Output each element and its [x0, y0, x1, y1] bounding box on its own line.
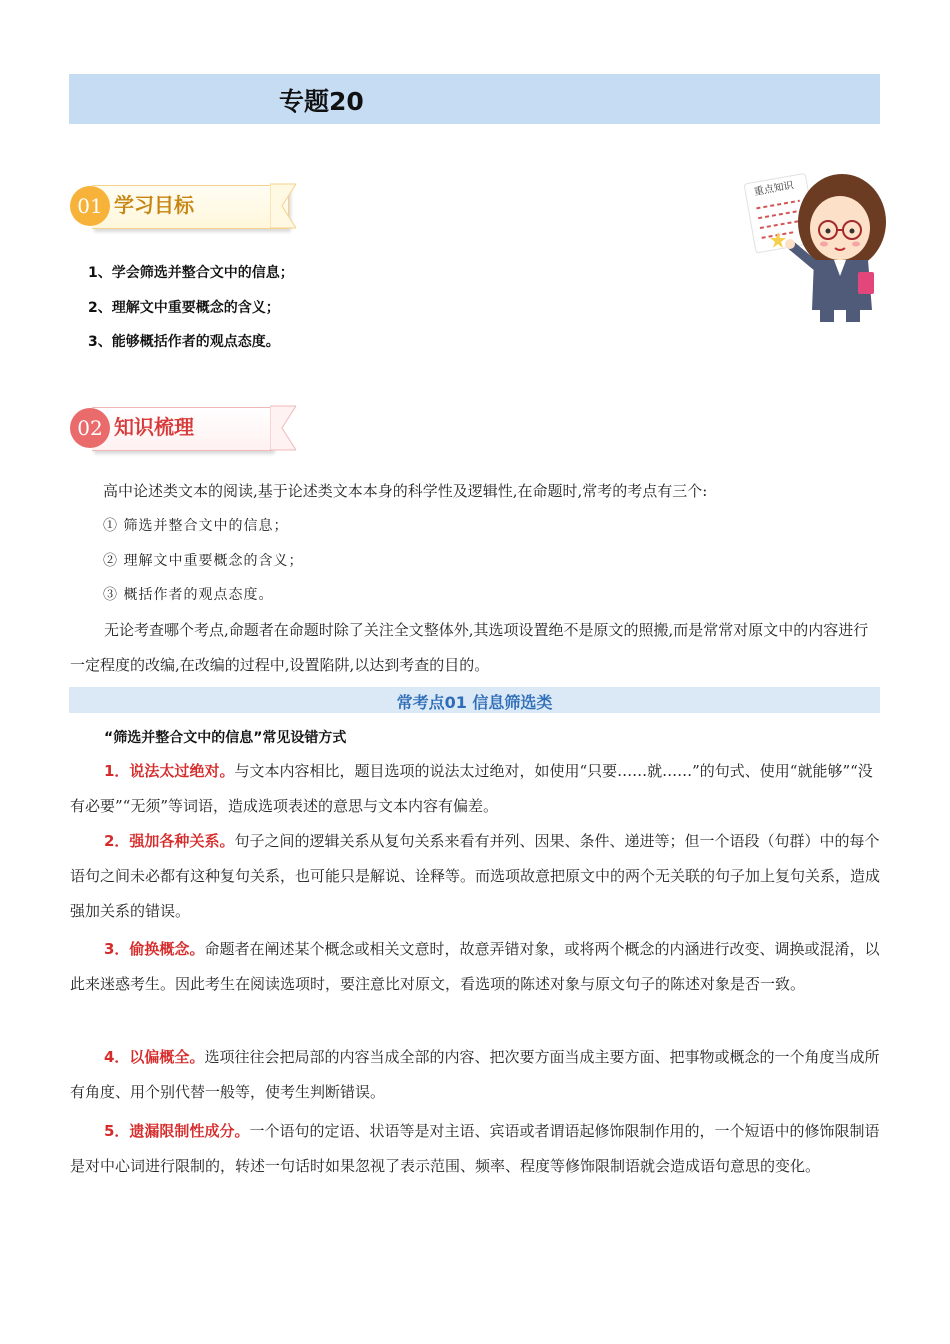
section-number: 02: [70, 408, 110, 448]
item-text: 一个语句的定语、状语等是对主语、宾语或者谓语起修饰限制作用的，一个短语中的修饰限制语是对中心词进行限制的，转述一句话时如果忽视了表示范围、频率、程度等修饰限制语就会造成语句意思的变化。: [70, 1122, 880, 1175]
item-lead: 4．以偏概全。: [104, 1048, 205, 1066]
list-item: [70, 824, 880, 929]
illustration-caption: 重点知识: [753, 180, 795, 199]
intro-text: 高中论述类文本的阅读,基于论述类文本本身的科学性及逻辑性,在命题时,常考的考点有三个:: [103, 482, 708, 500]
page-title: 专题20: [279, 87, 364, 116]
item-text: 命题者在阐述某个概念或相关文意时，故意弄错对象，或将两个概念的内涵进行改变、调换或混淆，以此来迷惑考生。因此考生在阅读选项时，要注意比对原文，看选项的陈述对象与原文句子的陈述对象是否一致。: [70, 940, 880, 993]
list-heading: “筛选并整合文中的信息”常见设错方式: [104, 730, 347, 746]
note-text: 无论考查哪个考点,命题者在命题时除了关注全文整体外,其选项设置绝不是原文的照搬,而是常常对原文中的内容进行一定程度的改编,在改编的过程中,设置陷阱,以达到考查的目的。: [70, 621, 869, 674]
item-lead: 3．偷换概念。: [104, 940, 205, 958]
item-text: 选项往往会把局部的内容当成全部的内容、把次要方面当成主要方面、把事物或概念的一个角度当成所有角度、用个别代替一般等，使考生判断错误。: [70, 1048, 880, 1101]
subsection-title: 常考点01 信息筛选类: [396, 693, 553, 712]
badge-notch-icon: [270, 405, 296, 451]
section-badge-knowledge: [70, 405, 250, 451]
goal-item: 2、理解文中重要概念的含义；: [88, 300, 280, 316]
subsection-bar: [69, 687, 880, 713]
item-text: 与文本内容相比，题目选项的说法太过绝对，如使用“只要……就……”的句式、使用“就能够”“没有必要”“无须”等词语，造成选项表述的意思与文本内容有偏差。: [70, 762, 873, 815]
point-item: ① 筛选并整合文中的信息；: [103, 518, 289, 534]
title-bar: [69, 74, 880, 124]
section-label: 学习目标: [114, 193, 194, 217]
goal-item: 3、能够概括作者的观点态度。: [88, 334, 280, 350]
list-item: [70, 1040, 880, 1110]
list-item: [70, 1114, 880, 1184]
section-badge-goals: [70, 183, 250, 229]
section-label: 知识梳理: [114, 415, 194, 439]
item-lead: 5．遗漏限制性成分。: [104, 1122, 250, 1140]
badge-notch-icon: [270, 183, 296, 229]
list-item: [70, 932, 880, 1002]
goal-item: 1、学会筛选并整合文中的信息；: [88, 265, 294, 281]
point-item: ② 理解文中重要概念的含义；: [103, 553, 304, 569]
section-number: 01: [70, 186, 110, 226]
point-item: ③ 概括作者的观点态度。: [103, 587, 274, 603]
list-item: [70, 754, 880, 824]
item-lead: 2．强加各种关系。: [104, 832, 235, 850]
item-lead: 1．说法太过绝对。: [104, 762, 235, 780]
teacher-illustration-icon: [742, 160, 892, 325]
item-text: 句子之间的逻辑关系从复句关系来看有并列、因果、条件、递进等；但一个语段（句群）中的每个语句之间未必都有这种复句关系，也可能只是解说、诠释等。而选项故意把原文中的两个无关联的句子加上复句关系，造成强加关系的错误。: [70, 832, 881, 920]
